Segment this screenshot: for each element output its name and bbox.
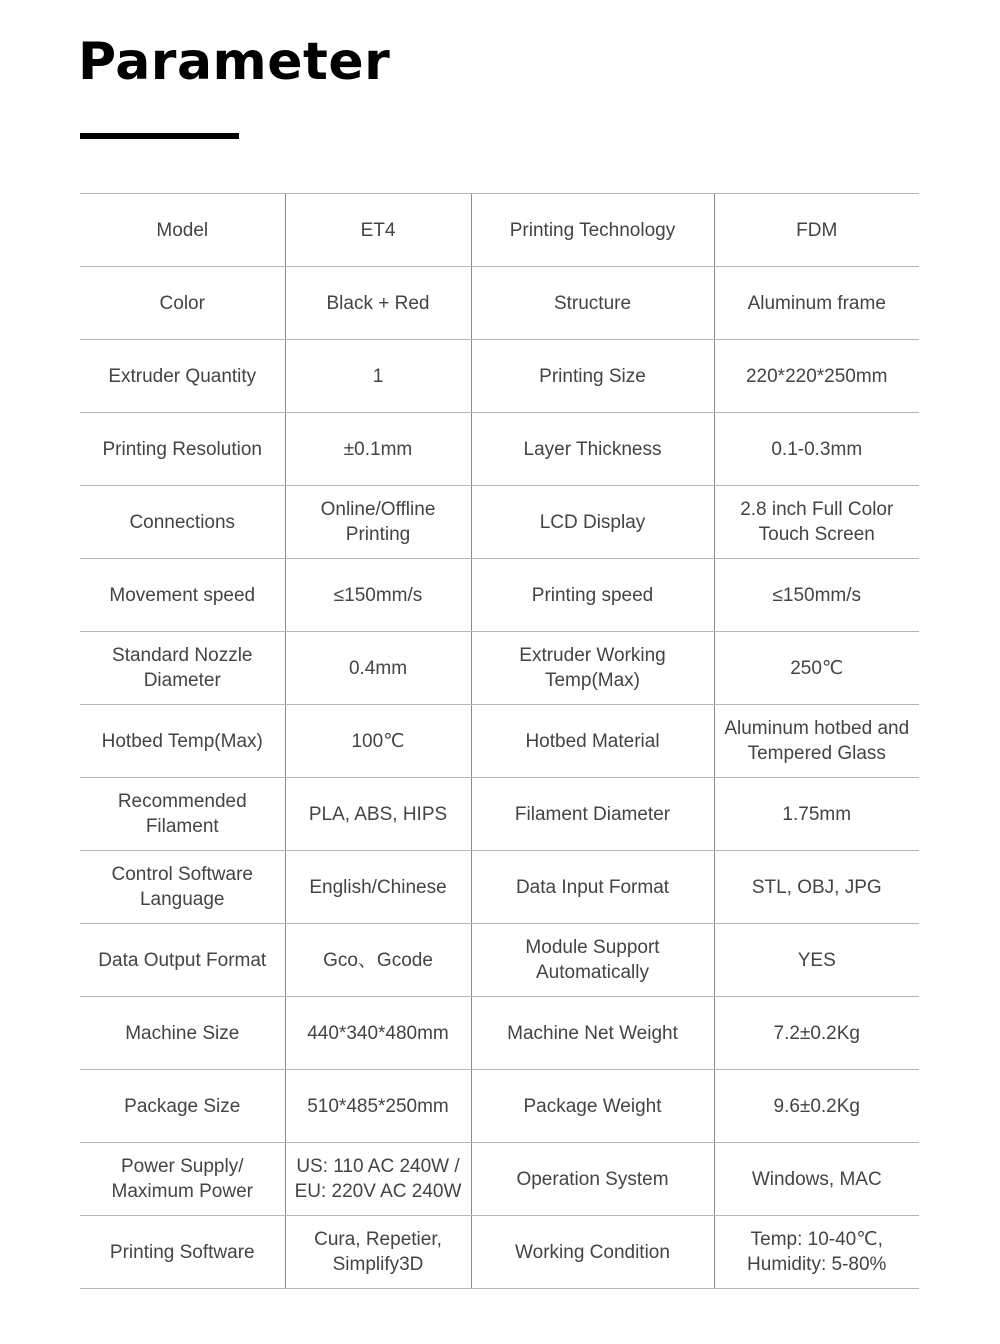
spec-label: Model xyxy=(80,194,285,267)
spec-value: FDM xyxy=(714,194,919,267)
spec-label: Data Input Format xyxy=(471,851,714,924)
spec-label: Structure xyxy=(471,267,714,340)
spec-value: Windows, MAC xyxy=(714,1143,919,1216)
table-row xyxy=(80,705,919,778)
spec-value: 1.75mm xyxy=(714,778,919,851)
spec-value: 9.6±0.2Kg xyxy=(714,1070,919,1143)
title-underline xyxy=(80,133,239,139)
spec-value: Aluminum hotbed and Tempered Glass xyxy=(714,705,919,778)
spec-value: 1 xyxy=(285,340,471,413)
spec-label: LCD Display xyxy=(471,486,714,559)
spec-value: 0.1-0.3mm xyxy=(714,413,919,486)
spec-label: Printing Software xyxy=(80,1216,285,1289)
spec-label: Printing Size xyxy=(471,340,714,413)
spec-value: 2.8 inch Full Color Touch Screen xyxy=(714,486,919,559)
table-row xyxy=(80,486,919,559)
spec-label: Movement speed xyxy=(80,559,285,632)
spec-label: Hotbed Material xyxy=(471,705,714,778)
spec-label: Package Weight xyxy=(471,1070,714,1143)
spec-value: Black + Red xyxy=(285,267,471,340)
table-row xyxy=(80,1070,919,1143)
spec-label: Color xyxy=(80,267,285,340)
spec-label: Recommended Filament xyxy=(80,778,285,851)
spec-value: Gco、Gcode xyxy=(285,924,471,997)
spec-value: 7.2±0.2Kg xyxy=(714,997,919,1070)
spec-value: 510*485*250mm xyxy=(285,1070,471,1143)
spec-label: Power Supply/ Maximum Power xyxy=(80,1143,285,1216)
spec-value: English/Chinese xyxy=(285,851,471,924)
table-row xyxy=(80,1143,919,1216)
spec-value: Aluminum frame xyxy=(714,267,919,340)
spec-value: ±0.1mm xyxy=(285,413,471,486)
spec-value: Temp: 10-40℃, Humidity: 5-80% xyxy=(714,1216,919,1289)
spec-value: 0.4mm xyxy=(285,632,471,705)
table-row xyxy=(80,267,919,340)
table-row xyxy=(80,1216,919,1289)
spec-value: YES xyxy=(714,924,919,997)
spec-value: US: 110 AC 240W / EU: 220V AC 240W xyxy=(285,1143,471,1216)
table-row xyxy=(80,997,919,1070)
spec-label: Machine Net Weight xyxy=(471,997,714,1070)
spec-label: Printing Resolution xyxy=(80,413,285,486)
spec-label: Layer Thickness xyxy=(471,413,714,486)
table-row xyxy=(80,340,919,413)
spec-label: Extruder Working Temp(Max) xyxy=(471,632,714,705)
page-title: Parameter xyxy=(78,32,391,92)
spec-value: 220*220*250mm xyxy=(714,340,919,413)
spec-label: Extruder Quantity xyxy=(80,340,285,413)
spec-label: Filament Diameter xyxy=(471,778,714,851)
table-row xyxy=(80,413,919,486)
spec-label: Operation System xyxy=(471,1143,714,1216)
spec-value: STL, OBJ, JPG xyxy=(714,851,919,924)
spec-label: Working Condition xyxy=(471,1216,714,1289)
table-row xyxy=(80,559,919,632)
table-row xyxy=(80,194,919,267)
spec-label: Data Output Format xyxy=(80,924,285,997)
spec-value: 440*340*480mm xyxy=(285,997,471,1070)
spec-label: Module Support Automatically xyxy=(471,924,714,997)
spec-label: Hotbed Temp(Max) xyxy=(80,705,285,778)
spec-label: Package Size xyxy=(80,1070,285,1143)
spec-value: ET4 xyxy=(285,194,471,267)
table-row xyxy=(80,778,919,851)
table-row xyxy=(80,924,919,997)
spec-label: Printing speed xyxy=(471,559,714,632)
spec-value: PLA, ABS, HIPS xyxy=(285,778,471,851)
spec-value: 250℃ xyxy=(714,632,919,705)
spec-value: ≤150mm/s xyxy=(714,559,919,632)
spec-table xyxy=(80,193,919,1289)
spec-value: Cura, Repetier, Simplify3D xyxy=(285,1216,471,1289)
spec-label: Connections xyxy=(80,486,285,559)
table-row xyxy=(80,851,919,924)
spec-value: ≤150mm/s xyxy=(285,559,471,632)
spec-label: Control Software Language xyxy=(80,851,285,924)
table-row xyxy=(80,632,919,705)
spec-value: Online/Offline Printing xyxy=(285,486,471,559)
spec-label: Standard Nozzle Diameter xyxy=(80,632,285,705)
spec-label: Printing Technology xyxy=(471,194,714,267)
spec-value: 100℃ xyxy=(285,705,471,778)
spec-label: Machine Size xyxy=(80,997,285,1070)
